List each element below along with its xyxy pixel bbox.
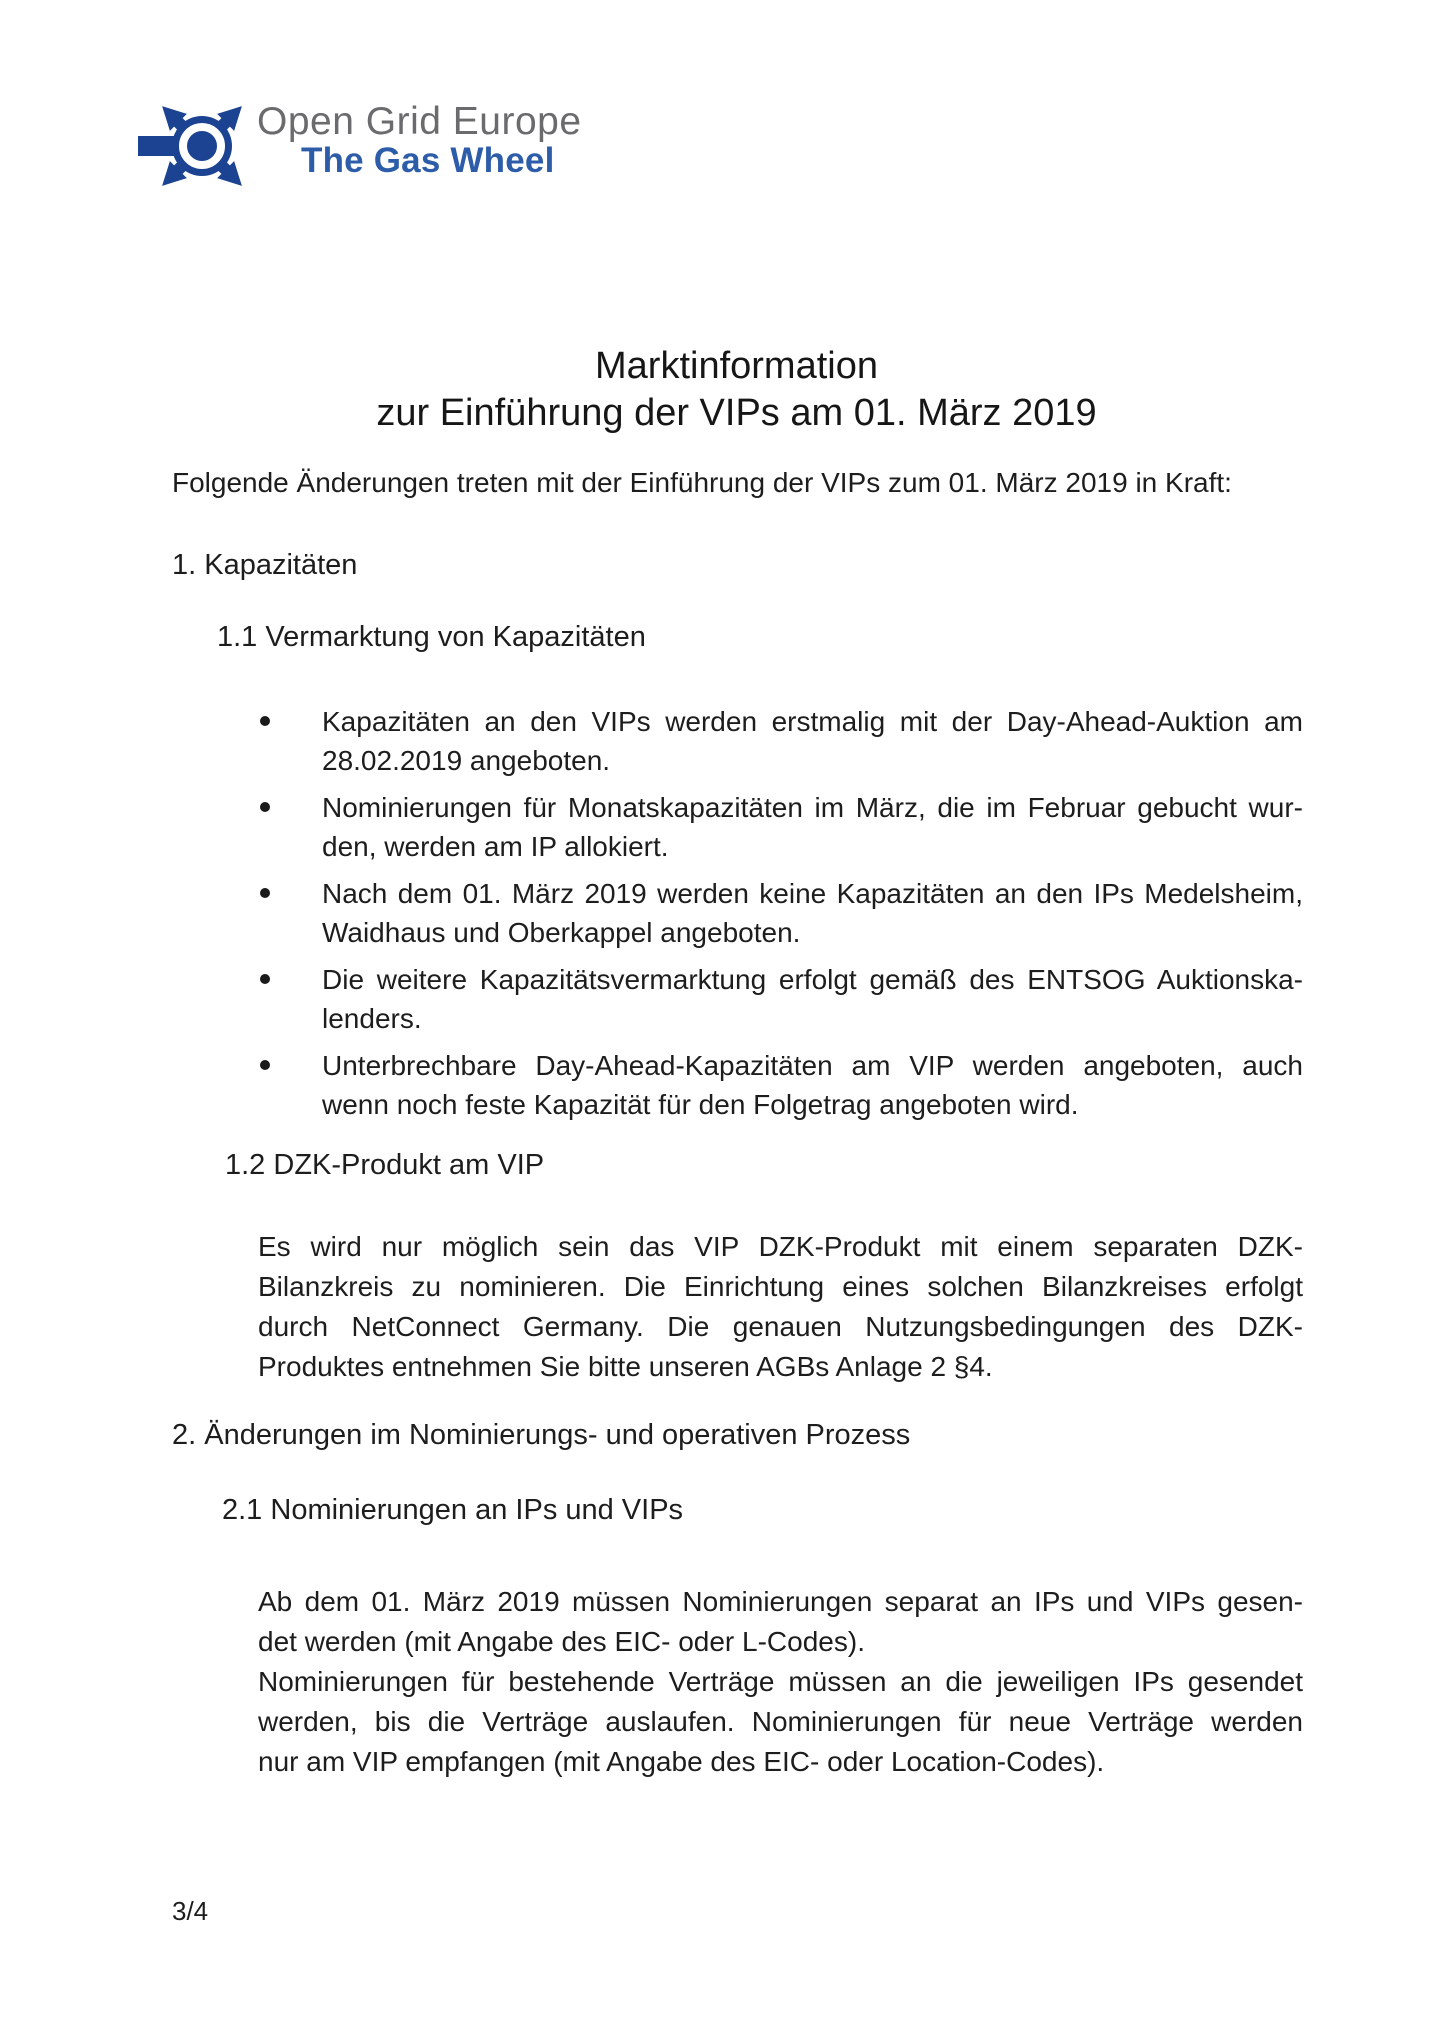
- list-item-text: [322, 960, 1303, 1038]
- text-line: werden, bis die Verträge auslaufen. Nominierungen für neue Verträge werden: [258, 1706, 1303, 1737]
- list-item-text: [322, 874, 1303, 952]
- document-title-line1: Marktinformation: [595, 345, 878, 387]
- section-2-1-paragraph-2: [258, 1662, 1303, 1782]
- text-line: Kapazitäten an den VIPs werden erstmalig mit der Day-Ahead-Auktion am: [322, 706, 1303, 737]
- document-title: [170, 343, 1303, 437]
- text-line: wenn noch feste Kapazität für den Folgetrag angeboten wird.: [322, 1089, 1079, 1120]
- text-line: Unterbrechbare Day-Ahead-Kapazitäten am VIP werden angeboten, auch: [322, 1050, 1303, 1081]
- list-item-text: [322, 1046, 1303, 1124]
- list-item: [322, 1046, 1303, 1124]
- text-line: durch NetConnect Germany. Die genauen Nutzungsbedingungen des DZK-: [258, 1311, 1303, 1342]
- list-item-text: [322, 702, 1303, 780]
- text-line: Produktes entnehmen Sie bitte unseren AGBs Anlage 2 §4.: [258, 1351, 993, 1382]
- bullet-icon: [260, 888, 270, 898]
- section-1-1-bullet-list: [322, 702, 1303, 1132]
- text-line: Waidhaus und Oberkappel angeboten.: [322, 917, 801, 948]
- list-item: [322, 702, 1303, 780]
- text-line: det werden (mit Angabe des EIC- oder L-Codes).: [258, 1626, 865, 1657]
- section-1-1-heading: 1.1 Vermarktung von Kapazitäten: [217, 621, 646, 653]
- text-line: nur am VIP empfangen (mit Angabe des EIC- oder Location-Codes).: [258, 1746, 1105, 1777]
- intro-paragraph: Folgende Änderungen treten mit der Einführung der VIPs zum 01. März 2019 in Kraft:: [172, 467, 1232, 498]
- section-2-heading: 2. Änderungen im Nominierungs- und operativen Prozess: [172, 1419, 911, 1451]
- bullet-icon: [260, 974, 270, 984]
- text-line: Nach dem 01. März 2019 werden keine Kapazitäten an den IPs Medelsheim,: [322, 878, 1303, 909]
- text-line: Ab dem 01. März 2019 müssen Nominierungen separat an IPs und VIPs gesen-: [258, 1586, 1303, 1617]
- text-line: Es wird nur möglich sein das VIP DZK-Produkt mit einem separaten DZK-: [258, 1231, 1303, 1262]
- bullet-icon: [260, 1060, 270, 1070]
- logo-brand-text: Open Grid Europe: [257, 100, 582, 143]
- text-line: Die weitere Kapazitätsvermarktung erfolgt gemäß des ENTSOG Auktionska-: [322, 964, 1303, 995]
- text-line: 28.02.2019 angeboten.: [322, 745, 611, 776]
- section-1-2-paragraph: [258, 1227, 1303, 1387]
- gas-wheel-logo-icon: [138, 100, 250, 197]
- text-line: Nominierungen für bestehende Verträge müssen an die jeweiligen IPs gesendet: [258, 1666, 1303, 1697]
- list-item: [322, 874, 1303, 952]
- logo-tagline-text: The Gas Wheel: [301, 141, 555, 180]
- bullet-icon: [260, 716, 270, 726]
- list-item-text: [322, 788, 1303, 866]
- section-1-heading: 1. Kapazitäten: [172, 549, 358, 581]
- section-1-2-heading: 1.2 DZK-Produkt am VIP: [225, 1149, 545, 1181]
- bullet-icon: [260, 802, 270, 812]
- text-line: Bilanzkreis zu nominieren. Die Einrichtung eines solchen Bilanzkreises erfolgt: [258, 1271, 1303, 1302]
- list-item: [322, 788, 1303, 866]
- document-title-line2: zur Einführung der VIPs am 01. März 2019: [376, 392, 1097, 434]
- list-item: [322, 960, 1303, 1038]
- section-2-1-paragraph-1: [258, 1582, 1303, 1662]
- page-number: 3/4: [172, 1896, 209, 1926]
- text-line: den, werden am IP allokiert.: [322, 831, 669, 862]
- section-2-1-heading: 2.1 Nominierungen an IPs und VIPs: [222, 1494, 684, 1526]
- text-line: lenders.: [322, 1003, 422, 1034]
- text-line: Nominierungen für Monatskapazitäten im März, die im Februar gebucht wur-: [322, 792, 1303, 823]
